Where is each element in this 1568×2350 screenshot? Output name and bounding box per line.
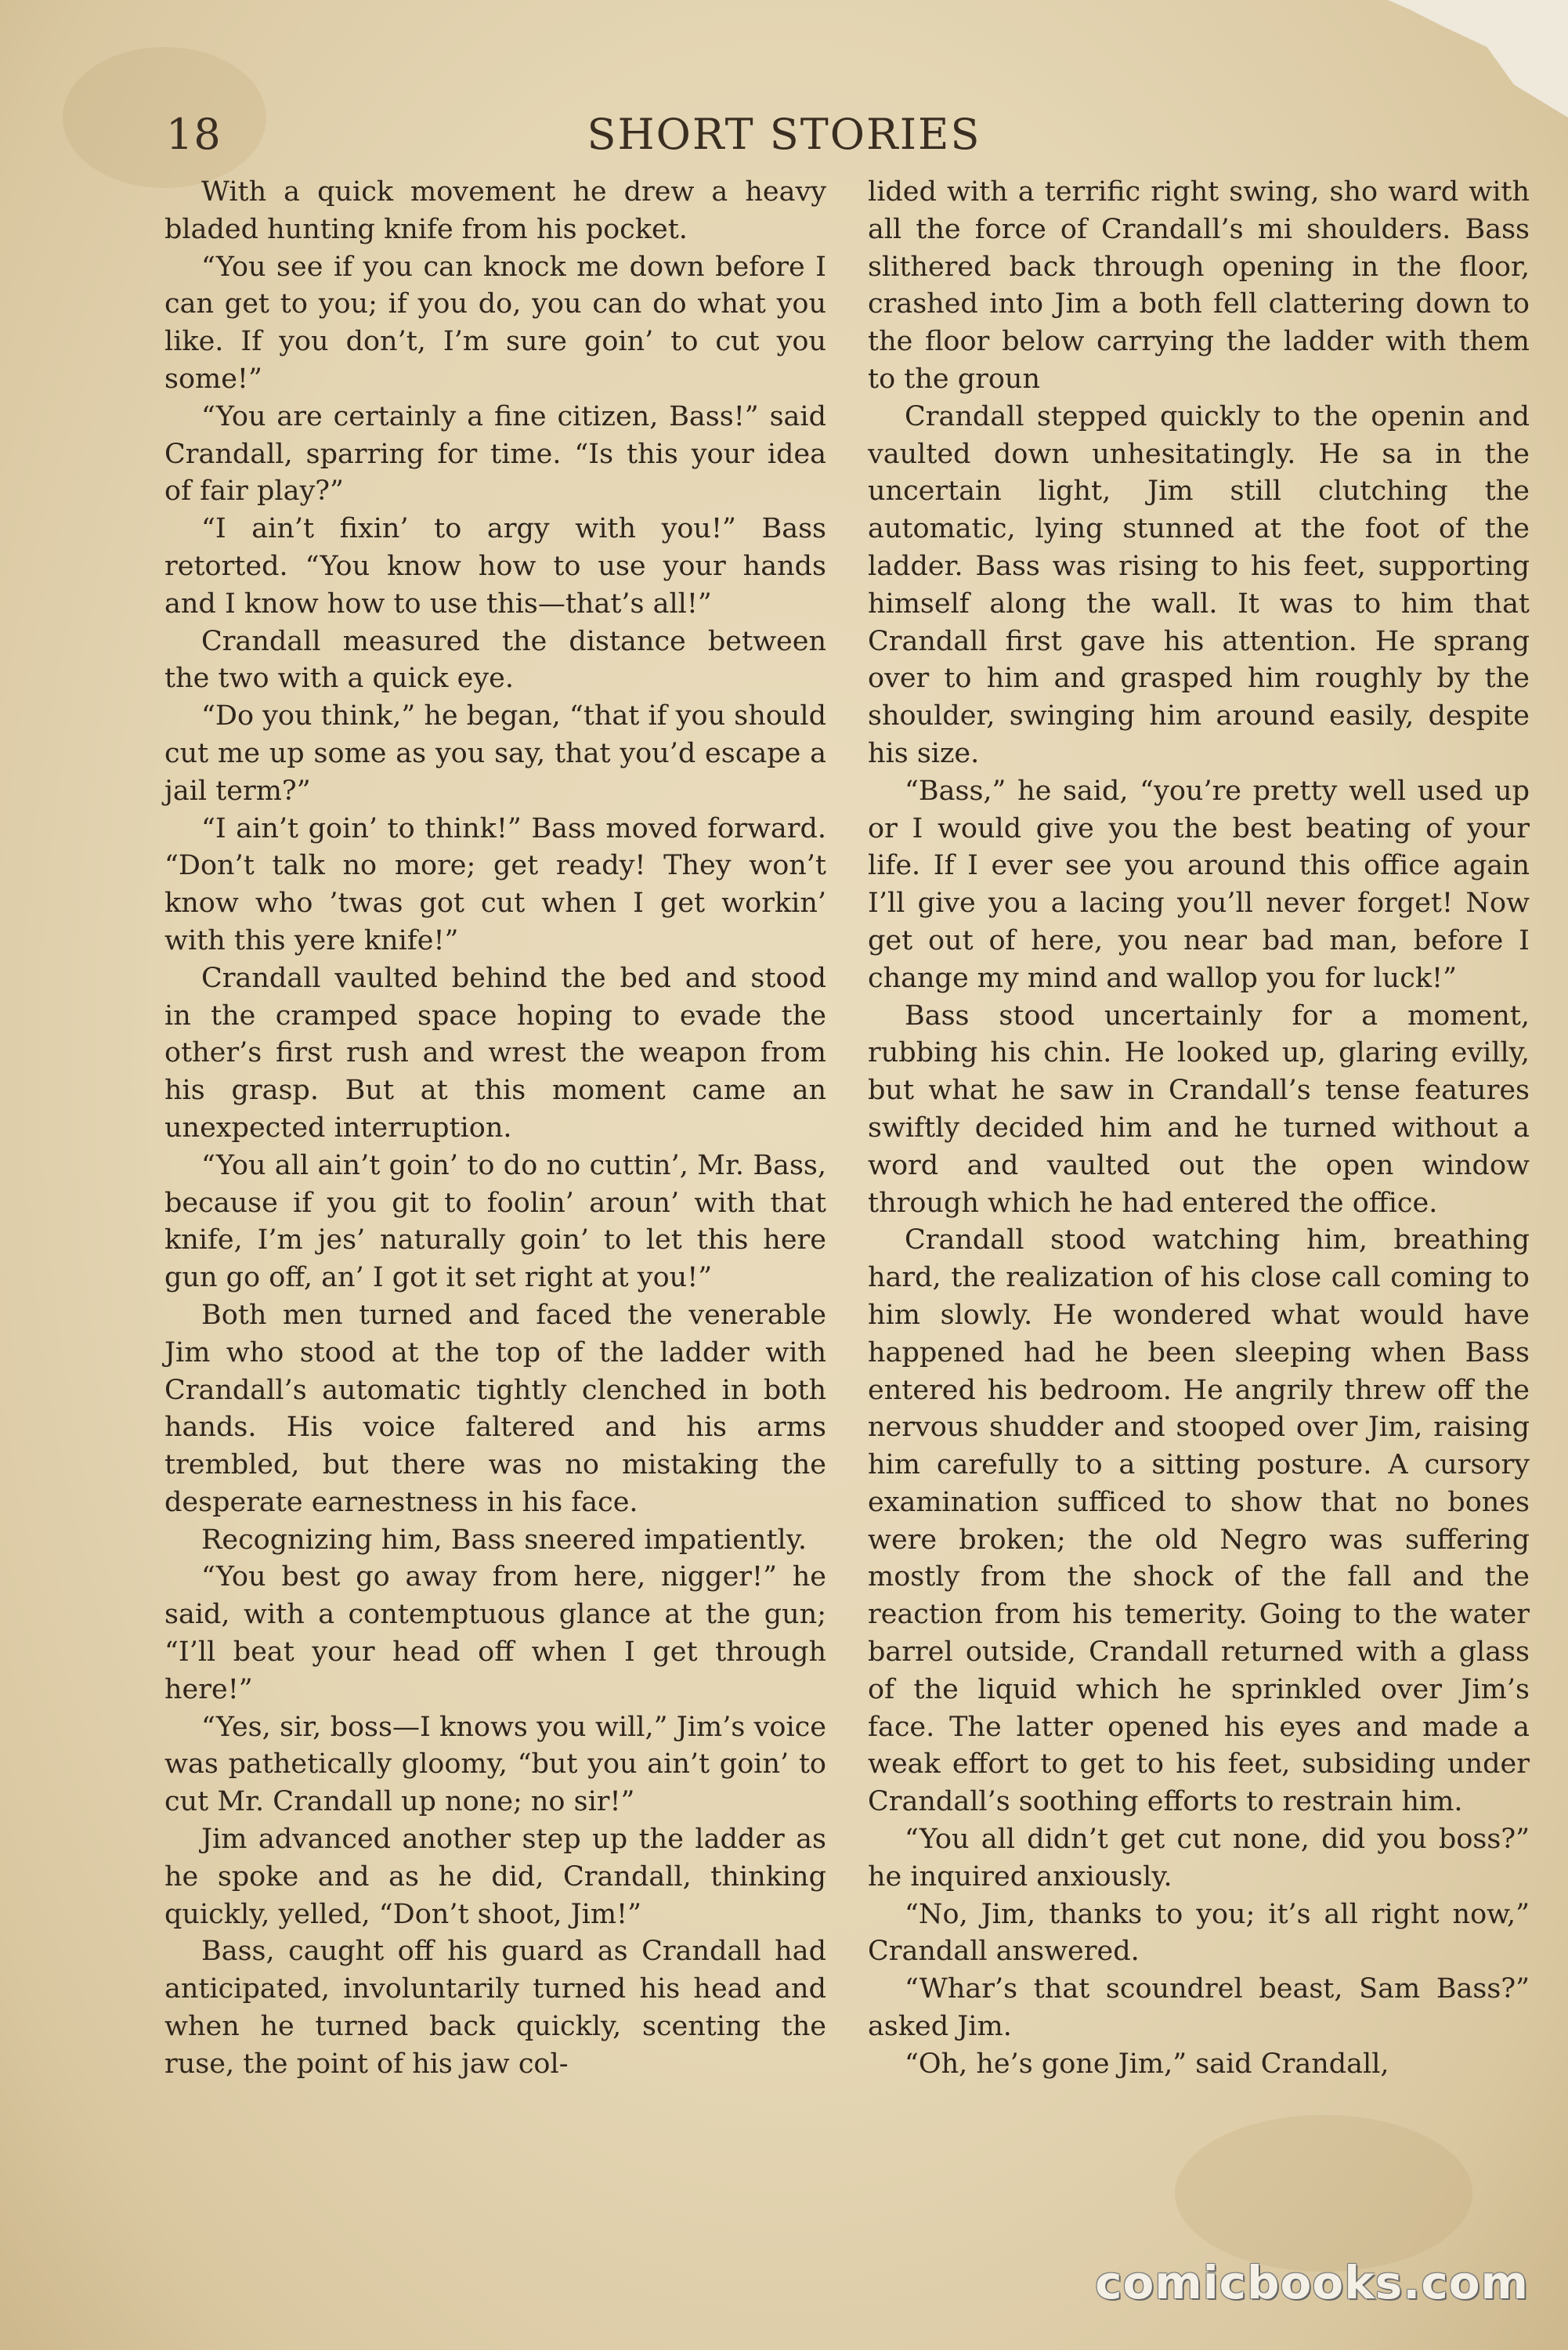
paragraph: Bass, caught off his guard as Crandall had anticipated, involuntarily turned his head and when he turned back quickly, scenting the ruse, the point of his jaw col- xyxy=(164,1936,826,2080)
paragraph: Jim advanced another step up the ladder as he spoke and as he did, Crandall, thinking quickly, yelled, “Don’t shoot, Jim!” xyxy=(164,1824,826,1930)
paragraph: “You all ain’t goin’ to do no cuttin’, Mr. Bass, because if you git to foolin’ aroun’ with that knife, I’m jes’ naturally goin’ to let this here gun go off, an’ I got it set right at you!” xyxy=(164,1149,826,1294)
paragraph: “No, Jim, thanks to you; it’s all right now,” Crandall answered. xyxy=(868,1898,1530,1968)
paragraph: “Yes, sir, boss—I knows you will,” Jim’s voice was pathetically gloomy, “but you ain’t goin’ to cut Mr. Crandall up none; no sir!” xyxy=(164,1711,826,1818)
site-watermark: comicbooks.com xyxy=(1095,2256,1529,2309)
paragraph-continued: lided with a terrific right swing, sho ward with all the force of Crandall’s mi shoulders. Bass slithered back through opening in the floor, crashed into Jim a both fell clattering down to the floor below carrying the ladder with them to the groun xyxy=(868,176,1530,395)
paragraph: Crandall vaulted behind the bed and stood in the cramped space hoping to evade the other’s first rush and wrest the weapon from his grasp. But at this moment came an unexpected interruption. xyxy=(164,962,826,1144)
running-head: SHORT STORIES xyxy=(587,110,981,159)
paragraph: “You all didn’t get cut none, did you boss?” he inquired anxiously. xyxy=(868,1824,1530,1893)
paragraph: “Whar’s that scoundrel beast, Sam Bass?” asked Jim. xyxy=(868,1973,1530,2043)
paragraph: “I ain’t goin’ to think!” Bass moved forward. “Don’t talk no more; get ready! They won’t know who ’twas got cut when I get workin’ with this yere knife!” xyxy=(164,812,826,956)
page-number: 18 xyxy=(166,110,222,159)
paragraph: “Bass,” he said, “you’re pretty well used up or I would give you the best beating of your life. If I ever see you around this office again I’ll give you a lacing you’ll never forget! Now get out of here, you near bad man, before I change my mind and wallop you for luck!” xyxy=(868,775,1530,994)
paragraph: Crandall stepped quickly to the openin and vaulted down unhesitatingly. He sa in the uncertain light, Jim still clutching the automatic, lying stunned at the foot of the ladder. Bass was rising to his feet, supporting himself along the wall. It was to him that Crandall first gave his attention. He sprang over to him and grasped him roughly by the shoulder, swinging him around easily, despite his size. xyxy=(868,400,1530,769)
paper-stain xyxy=(1175,2115,1472,2272)
paragraph: “You are certainly a fine citizen, Bass!” said Crandall, sparring for time. “Is this your idea of fair play?” xyxy=(164,400,826,508)
paragraph: “Oh, he’s gone Jim,” said Crandall, xyxy=(905,2048,1389,2080)
paragraph: Both men turned and faced the venerable Jim who stood at the top of the ladder with Crandall’s automatic tightly clenched in both hands. His voice faltered and his arms trembled, but there was no mistaking the desperate earnestness in his face. xyxy=(164,1299,826,1518)
torn-corner xyxy=(1388,0,1568,118)
paragraph: With a quick movement he drew a heavy bladed hunting knife from his pocket. xyxy=(164,176,826,245)
paragraph: “You see if you can knock me down before I can get to you; if you do, you can do what you like. If you don’t, I’m sure goin’ to cut you some!” xyxy=(164,251,826,395)
paragraph: Recognizing him, Bass sneered impatiently. xyxy=(201,1524,807,1556)
paragraph: Crandall stood watching him, breathing hard, the realization of his close call coming to him slowly. He wondered what would have happened had he been sleeping when Bass entered his bedroom. He angrily threw off the nervous shudder and stooped over Jim, raising him carefully to a sitting posture. A cursory examination sufficed to show that no bones were broken; the old Negro was suffering mostly from the shock of the fall and the reaction from his temerity. Going to the water barrel outside, Crandall returned with a glass of the liquid which he sprinkled over Jim’s face. The latter opened his eyes and made a weak effort to get to his feet, subsiding under Crandall’s soothing efforts to restrain him. xyxy=(868,1224,1530,1818)
paragraph: “I ain’t fixin’ to argy with you!” Bass retorted. “You know how to use your hands and I know how to use this—that’s all!” xyxy=(164,513,826,620)
paragraph: Bass stood uncertainly for a moment, rubbing his chin. He looked up, glaring evilly, but what he saw in Crandall’s tense features swiftly decided him and he turned without a word and vaulted out the open window through which he had entered the office. xyxy=(868,1000,1530,1219)
paragraph: Crandall measured the distance between the two with a quick eye. xyxy=(164,625,826,695)
paragraph: “Do you think,” he began, “that if you should cut me up some as you say, that you’d escape a jail term?” xyxy=(164,700,826,807)
right-column xyxy=(868,174,1530,2084)
paragraph: “You best go away from here, nigger!” he said, with a contemptuous glance at the gun; “I’ll beat your head off when I get through here!” xyxy=(164,1561,826,1705)
left-column xyxy=(164,174,826,2084)
